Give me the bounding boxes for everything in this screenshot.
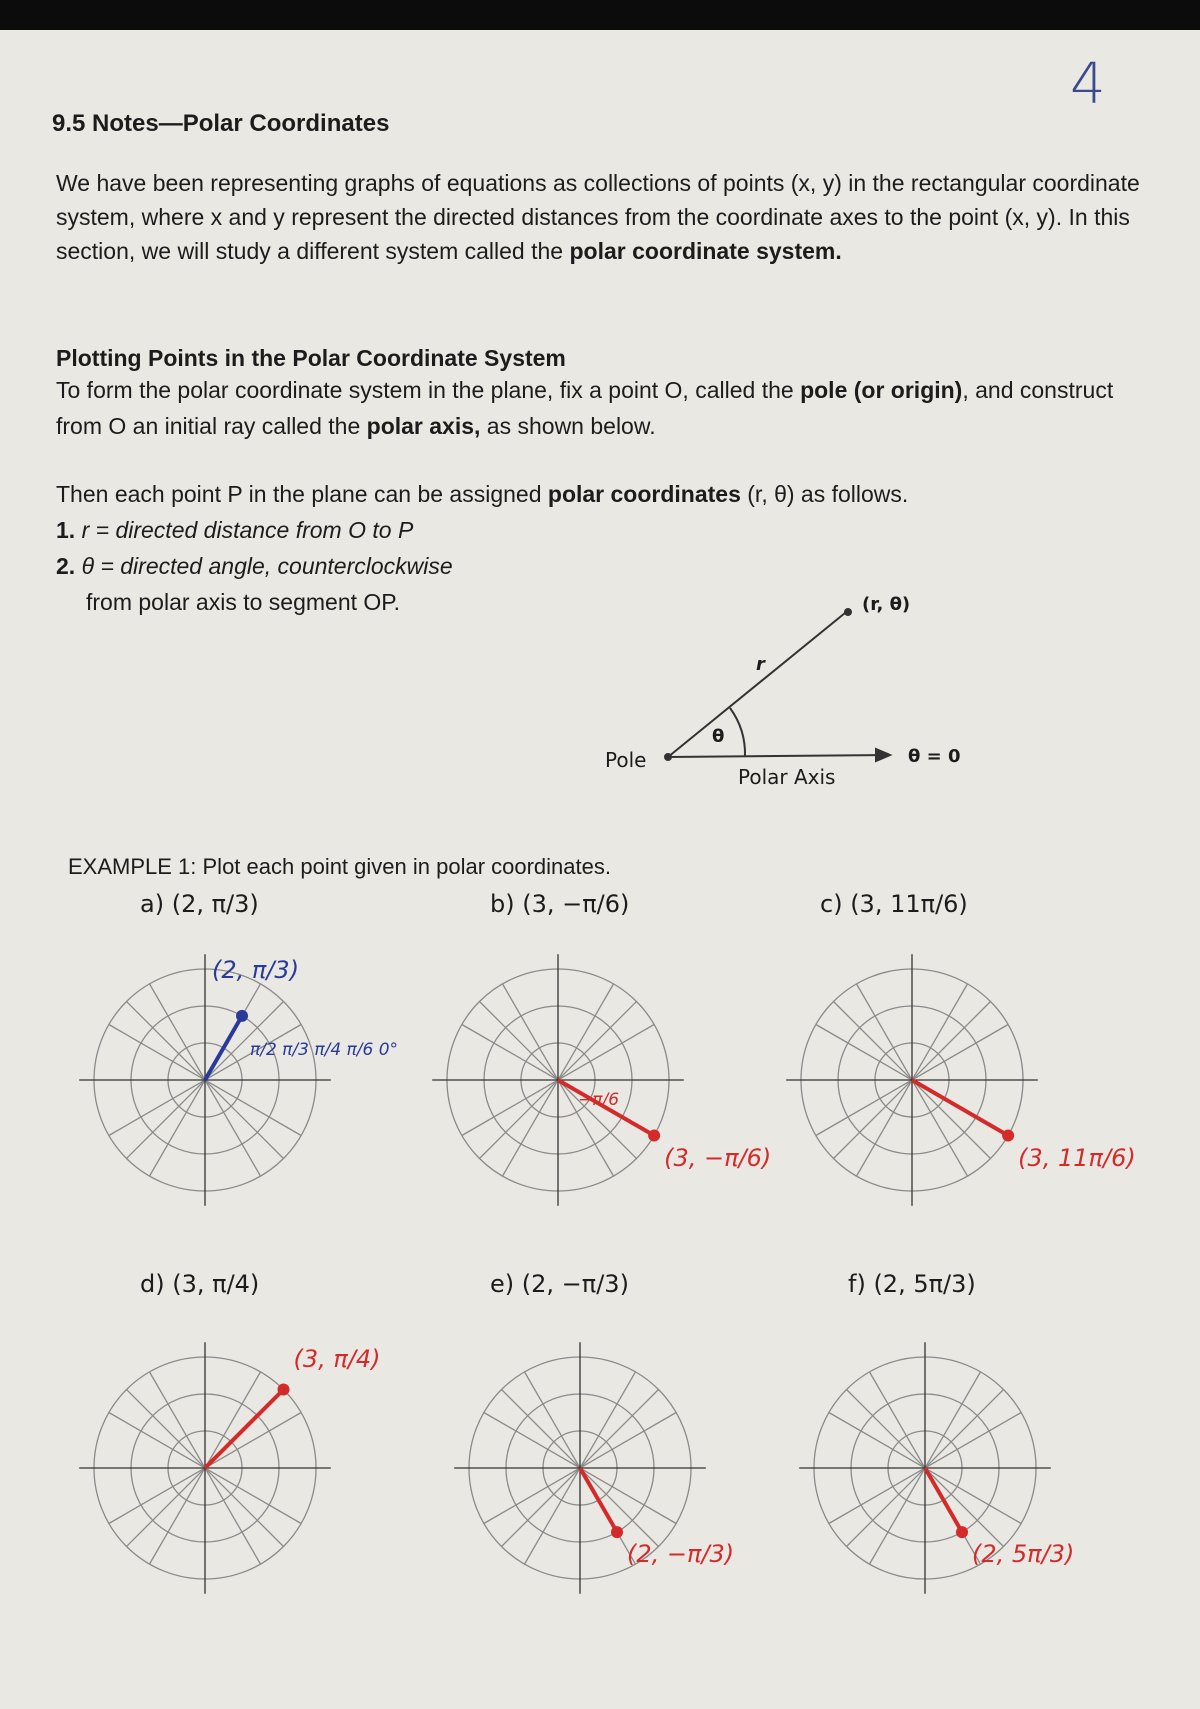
handwritten-answer: (3, 11π/6) — [1018, 1143, 1136, 1172]
handwritten-note: −π/6 — [578, 1090, 620, 1110]
page-title: 9.5 Notes—Polar Coordinates — [52, 110, 390, 137]
handwritten-answer: (2, 5π/3) — [972, 1540, 1075, 1569]
plotted-point — [277, 1384, 289, 1396]
example-heading: EXAMPLE 1: Plot each point given in polar coordinates. — [68, 854, 611, 879]
text: θ = directed angle, counterclockwise — [81, 553, 453, 579]
plotted-point — [611, 1526, 623, 1538]
handwritten-note: π/2 π/3 π/4 π/6 0° — [250, 1040, 399, 1060]
list-item-2-cont: from polar axis to segment OP. — [86, 589, 401, 615]
example-label: e) (2, −π/3) — [490, 1270, 629, 1298]
example-label: b) (3, −π/6) — [490, 890, 630, 918]
diagram-zero-label: θ = 0 — [908, 746, 961, 767]
num: 1. — [56, 517, 76, 543]
text: Then each point P in the plane can be assigned — [56, 481, 548, 507]
num: 2. — [56, 553, 76, 579]
polar-diagram — [665, 609, 890, 761]
text: (r, θ) as follows. — [740, 481, 909, 507]
intro-bold: polar coordinate system. — [569, 238, 842, 264]
plotted-point — [648, 1130, 660, 1142]
plotted-point — [1002, 1130, 1014, 1142]
diagram-r-label: r — [756, 654, 765, 675]
point-dot — [845, 609, 851, 615]
pole-term: pole (or origin) — [800, 377, 963, 403]
arrow-head — [876, 749, 890, 761]
handwritten-answer: (2, −π/3) — [627, 1540, 735, 1569]
plotted-point — [956, 1526, 968, 1538]
diagram-axis-label: Polar Axis — [738, 765, 836, 789]
diagram-point-label: (r, θ) — [862, 594, 911, 615]
handwritten-answer: (2, π/3) — [212, 955, 300, 984]
diagram-theta-label: θ — [712, 726, 725, 747]
handwritten-answer: (3, π/4) — [293, 1344, 381, 1373]
polar-axis-term: polar axis, — [366, 413, 481, 439]
diagram-pole-label: Pole — [605, 748, 647, 772]
text: To form the polar coordinate system in the plane, fix a point O, called the — [56, 377, 801, 403]
plotted-point — [236, 1010, 248, 1022]
pole-dot — [665, 754, 671, 760]
handwritten-answer: (3, −π/6) — [664, 1143, 772, 1172]
text: as shown below. — [480, 413, 656, 439]
example-label: f) (2, 5π/3) — [848, 1270, 976, 1298]
radius-segment — [668, 613, 845, 757]
text: , and construct from O an initial ray called the — [56, 377, 1114, 439]
section-heading: Plotting Points in the Polar Coordinate System — [56, 345, 566, 371]
page-number: 4 — [1070, 52, 1106, 117]
example-label: d) (3, π/4) — [140, 1270, 260, 1298]
text: r = directed distance from O to P — [81, 517, 414, 543]
polar-axis-line — [668, 755, 890, 757]
example-label: c) (3, 11π/6) — [820, 890, 968, 918]
polar-coords-term: polar coordinates — [547, 481, 741, 507]
angle-arc — [730, 708, 745, 756]
intro-text: We have been representing graphs of equations as collections of points (x, y) in the rectangular coordinate system, where x and y represent the directed distances from the coordinate axes to the point (x, y). In this section, we will study a different system called the — [56, 170, 1140, 264]
example-label: a) (2, π/3) — [140, 890, 259, 918]
